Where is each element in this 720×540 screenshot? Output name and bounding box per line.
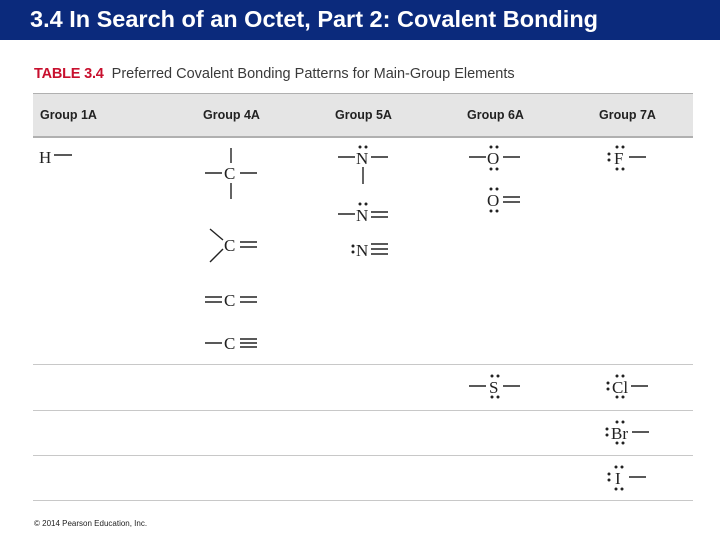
atom-o: O: [487, 149, 500, 168]
atom-c: C: [224, 334, 236, 353]
column-header-group-4a: Group 4A: [203, 108, 260, 122]
atom-h: H: [39, 148, 52, 167]
structure-n-single-double-bond: [338, 203, 388, 226]
structure-h-single-bond: [39, 148, 72, 167]
structure-c-two-double-bonds: [205, 291, 257, 310]
atom-s: S: [489, 378, 499, 397]
structure-br-single-bond: [606, 421, 650, 445]
column-header-group-1a: Group 1A: [40, 108, 97, 122]
structure-o-two-single-bonds: [469, 146, 520, 171]
atom-c: C: [224, 164, 236, 183]
atom-i: I: [615, 469, 621, 488]
slide-title: 3.4 In Search of an Octet, Part 2: Covalent Bonding: [30, 6, 599, 32]
column-header-group-6a: Group 6A: [467, 108, 524, 122]
atom-n: N: [356, 149, 369, 168]
structure-s-two-single-bonds: [469, 375, 520, 399]
table-label: TABLE 3.4: [34, 66, 104, 82]
copyright-notice: © 2014 Pearson Education, Inc.: [34, 519, 148, 528]
table-caption-text: Preferred Covalent Bonding Patterns for Main-Group Elements: [111, 66, 515, 82]
atom-f: F: [614, 149, 624, 168]
structure-i-single-bond: [608, 466, 647, 491]
structure-cl-single-bond: [607, 375, 649, 399]
structure-n-triple-bond: [352, 241, 389, 260]
column-header-group-5a: Group 5A: [335, 108, 392, 122]
structure-o-double-bond: [487, 188, 520, 213]
atom-c: C: [224, 236, 236, 255]
column-header-group-7a: Group 7A: [599, 108, 656, 122]
atom-n: N: [356, 206, 369, 225]
atom-br: Br: [611, 424, 628, 443]
structure-f-single-bond: [608, 146, 647, 171]
structure-c-triple-bond: [205, 334, 257, 353]
atom-cl: Cl: [612, 378, 629, 397]
atom-n: N: [356, 241, 369, 260]
structure-n-three-single-bonds: [338, 146, 388, 185]
atom-o: O: [487, 191, 500, 210]
atom-c: C: [224, 291, 236, 310]
structure-c-four-single-bonds: [205, 148, 257, 199]
structure-c-double-bond-branched: [210, 229, 257, 262]
